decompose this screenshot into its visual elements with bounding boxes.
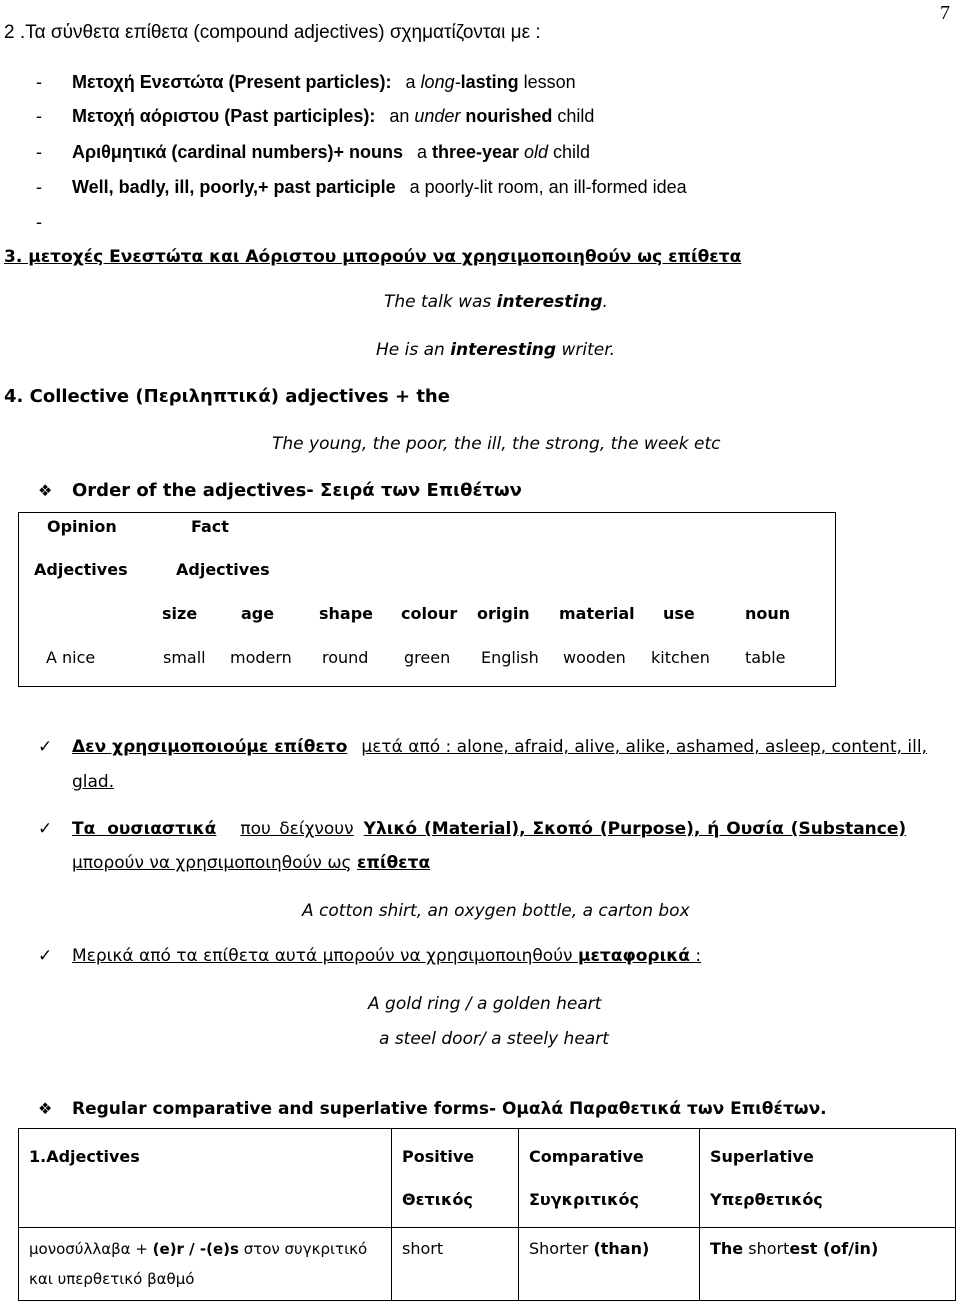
column-header: age	[241, 604, 275, 623]
example-cell: modern	[230, 648, 292, 667]
opinion-header: Opinion	[47, 517, 117, 536]
column-header: material	[559, 604, 635, 623]
checkmark-icon: ✓	[38, 819, 53, 839]
column-header: origin	[477, 604, 530, 623]
example-cell: English	[481, 648, 539, 667]
note-2: ✓ Τα ουσιαστικά που δείχνουν Υλικό (Material), Σκοπό (Purpose), ή Ουσία (Substance)	[38, 819, 907, 839]
example-sentence: The young, the poor, the ill, the strong, the week etc	[272, 434, 721, 454]
column-header: size	[162, 604, 198, 623]
comparative-table	[18, 1128, 956, 1301]
example-sentence: A gold ring / a golden heart	[368, 994, 602, 1014]
dash-marker: -	[36, 106, 42, 126]
opinion-adjectives-header: Adjectives	[34, 560, 128, 579]
page-number: 7	[940, 2, 950, 24]
comparative-heading: ❖ Regular comparative and superlative forms- Ομαλά Παραθετικά των Επιθέτων.	[38, 1099, 827, 1119]
example-cell: green	[404, 648, 451, 667]
section-2-heading: 2 .Τα σύνθετα επίθετα (compound adjectives) σχηματίζονται με :	[4, 22, 541, 43]
example-cell: table	[745, 648, 786, 667]
example-sentence: He is an interesting writer.	[376, 340, 616, 360]
example-sentence: The talk was interesting.	[384, 292, 608, 312]
note-3: ✓ Μερικά από τα επίθετα αυτά μπορούν να χρησιμοποιηθούν μεταφορικά :	[38, 946, 702, 966]
item-label: Μετοχή Ενεστώτα (Present particles):	[72, 72, 392, 92]
table-row	[19, 1228, 956, 1301]
note-1: ✓ Δεν χρησιμοποιούμε επίθετο μετά από : alone, afraid, alive, alike, ashamed, asleep, content, ill,	[38, 737, 927, 757]
table-cell: Shorter (than)	[519, 1228, 700, 1301]
table-cell: short	[392, 1228, 519, 1301]
table-header-cell: Comparative Συγκριτικός	[519, 1129, 700, 1228]
column-header: noun	[745, 604, 791, 623]
diamond-bullet-icon: ❖	[38, 481, 53, 500]
example-sentence: a steel door/ a steely heart	[379, 1029, 609, 1049]
table-cell: The shortest (of/in)	[700, 1228, 956, 1301]
note-1-continuation: glad.	[72, 772, 115, 792]
list-item: - Μετοχή αόριστου (Past participles): an under nourished child	[36, 106, 595, 126]
example-cell: round	[322, 648, 369, 667]
dash-marker: -	[36, 177, 42, 197]
table-header-cell: 1.Adjectives	[19, 1129, 392, 1228]
order-table	[18, 512, 836, 687]
item-label: Well, badly, ill, poorly,+ past participle	[72, 177, 396, 197]
dash-marker: -	[36, 72, 42, 92]
checkmark-icon: ✓	[38, 946, 53, 966]
column-header: colour	[401, 604, 458, 623]
fact-adjectives-header: Adjectives	[176, 560, 270, 579]
diamond-bullet-icon: ❖	[38, 1099, 53, 1118]
table-header-cell: Superlative Υπερθετικός	[700, 1129, 956, 1228]
table-row	[19, 1129, 956, 1228]
list-item: - Μετοχή Ενεστώτα (Present particles): a long-lasting lesson	[36, 72, 576, 92]
order-heading: ❖ Order of the adjectives- Σειρά των Επιθέτων	[38, 480, 522, 501]
column-header: shape	[319, 604, 374, 623]
table-cell: μονοσύλλαβα + (e)r / -(e)s στον συγκριτικό και υπερθετικό βαθμό	[19, 1228, 392, 1301]
fact-header: Fact	[191, 517, 229, 536]
list-item: - Well, badly, ill, poorly,+ past participle a poorly-lit room, an ill-formed idea	[36, 177, 687, 197]
empty-list-item: -	[36, 212, 42, 232]
example-sentence: A cotton shirt, an oxygen bottle, a carton box	[302, 901, 690, 921]
column-header: use	[663, 604, 695, 623]
note-2-line-2: μπορούν να χρησιμοποιηθούν ως επίθετα	[72, 853, 431, 873]
item-label: Αριθμητικά (cardinal numbers)+ nouns	[72, 142, 403, 162]
item-label: Μετοχή αόριστου (Past participles):	[72, 106, 376, 126]
example-lead: A nice	[46, 648, 96, 667]
list-item: - Αριθμητικά (cardinal numbers)+ nouns a three-year old child	[36, 142, 591, 162]
example-cell: wooden	[563, 648, 626, 667]
example-cell: kitchen	[651, 648, 710, 667]
dash-marker: -	[36, 142, 42, 162]
example-cell: small	[163, 648, 206, 667]
section-4-heading: 4. Collective (Περιληπτικά) adjectives + the	[4, 386, 450, 407]
section-3-heading: 3. μετοχές Ενεστώτα και Αόριστου μπορούν να χρησιμοποιηθούν ως επίθετα	[4, 247, 742, 267]
table-header-cell: Positive Θετικός	[392, 1129, 519, 1228]
checkmark-icon: ✓	[38, 737, 53, 757]
